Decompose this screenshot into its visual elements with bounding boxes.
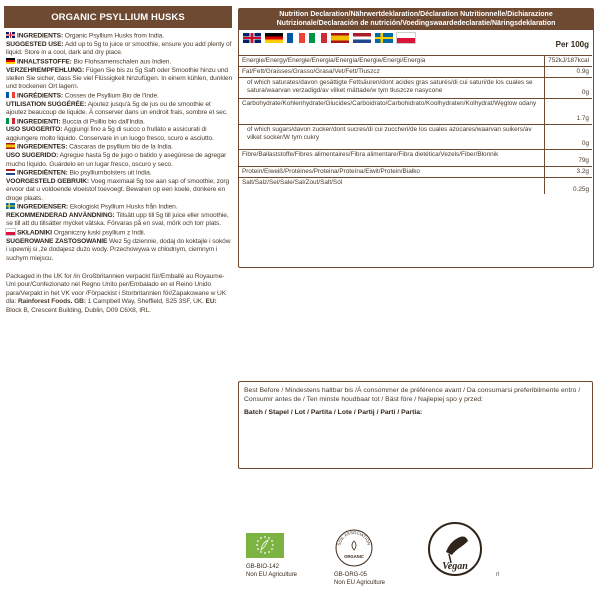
flag-se-icon <box>6 203 15 209</box>
best-before-box <box>238 381 593 469</box>
nutrition-row <box>239 56 592 67</box>
ingredient-label: SKŁADNIKI <box>17 229 52 237</box>
batch-text: Batch / Stapel / Lot / Partita / Lote / Partij / Parti / Partia: <box>244 409 423 417</box>
product-title: ORGANIC PSYLLIUM HUSKS <box>4 6 232 28</box>
nutrition-header <box>239 9 593 30</box>
ingredient-label: INHALTSSTOFFE: <box>17 58 72 66</box>
soil-sub-text: Non EU Agriculture <box>334 579 386 586</box>
ingredient-line <box>6 92 232 101</box>
ingredient-line <box>6 32 232 41</box>
soil-code-text: GB-ORG-05 <box>334 572 368 578</box>
ingredient-text: Cosses de Psyllium Bio de l'Inde. <box>64 92 159 100</box>
ingredient-text: Fügen Sie bis zu 5g Saft oder Smoothie hinzu und stellen Sie sicher, dass Sie viel Flüssigkeit hinzufügen. In einem kühlen, dunklen und trockenen Ort lagern. <box>6 66 233 91</box>
nutrient-label: Fat/Fett/Graisses/Grasso/Grasa/Vet/Fett/Tłuszcz <box>239 67 545 78</box>
nutrition-flag-se-icon <box>375 33 393 43</box>
flag-uk-icon <box>6 32 15 38</box>
ingredient-line <box>6 178 232 203</box>
flag-de-icon <box>6 58 15 64</box>
ingredient-text: Ekologiskt Psyllium Husks från Indien. <box>69 203 178 211</box>
ingredient-text: Tillsätt upp till 5g till juice eller smoothie, se till att du tillsätter mycket vätska. Förvaras på en sval, mörk och torr plats. <box>6 212 229 228</box>
ingredient-label: REKOMMENDERAD ANVÄNDNING: <box>6 212 115 220</box>
ingredient-label: VERZEHREMPFEHLUNG: <box>6 66 85 74</box>
soil-association-logo <box>334 528 374 568</box>
nutrition-header-line-1: Nutrition Declaration/Nährwertdeklaration/Déclaration Nutritionnelle/Dichiarazione <box>279 11 553 18</box>
nutrient-label: Carbohydrate/Kohlenhydrate/Glucides/Carboidrato/Carbohidrato/Koolhydraten/Kolhydrat/Węglow odany <box>239 98 545 124</box>
ingredient-line <box>6 118 232 127</box>
ingredient-line <box>6 126 232 143</box>
ingredient-label: INGREDIËNTEN: <box>17 169 68 177</box>
svg-text:SOIL ASSOCIATION <box>336 530 371 546</box>
nutrition-row <box>239 124 592 149</box>
flag-row <box>239 30 593 45</box>
nutrient-label: of which sugars/davon zucker/dont sucres/di cui zuccheri/de los cuales azúcares/waarvan suikers/av vilket socker/W tym cukry <box>239 124 545 149</box>
ingredient-label: USO SUGGERITO: <box>6 126 63 134</box>
nutrition-flag-nl-icon <box>353 33 371 43</box>
ingredient-text: Ajoutez jusqu'à 5g de jus ou de smoothie et ajoutez beaucoup de liquide. À conserver dans un endroit frais, sombre et sec. <box>6 100 228 117</box>
nutrient-label: Energie/Energy/Energie/Energia/Energia/Energie/Energi/Energia <box>239 56 545 67</box>
ingredient-text: Wez 5g dziennie, dodaj do koktajle i soków i upewnij si ,że dodajesz dużo wody. Przechowywa w chłodnym, ciemnym i suchym miejscu. <box>6 237 231 262</box>
flag-it-icon <box>6 118 15 124</box>
eu-organic-code-text: GB-BIO-142 <box>246 564 280 570</box>
ingredient-text: Aggiungi fino a 5g di succo o frullato e assicurati di aggiungere molto liquido. Conservare in un luogo fresco, scuro e asciutto. <box>6 126 214 142</box>
gb-address: 1 Campbell Way, Sheffield, S25 3SF, UK. <box>87 298 204 306</box>
flag-pl-icon <box>6 229 15 235</box>
nutrition-row <box>239 166 592 177</box>
company-name: Rainforest Foods. <box>17 298 73 306</box>
ingredient-text: Organic Psyllium Husks from India. <box>64 32 164 40</box>
ingredient-label: USO SUGERIDO: <box>6 152 59 160</box>
ingredient-line <box>6 143 232 152</box>
ingredient-line <box>6 212 232 229</box>
eu-label: EU: <box>205 298 217 306</box>
ingredient-line <box>6 67 232 92</box>
nutrition-table <box>239 55 592 194</box>
ingredient-line <box>6 169 232 178</box>
nutrient-value: 1.7g <box>545 98 592 124</box>
nutrient-label: Salt/Salz/Sel/Sale/Sal/Zout/Salt/Sól <box>239 177 545 194</box>
ingredient-label: SUGGESTED USE: <box>6 40 64 48</box>
ingredient-text: Buccia di Psillio bio dall'India. <box>62 118 145 126</box>
ingredient-text: Voeg maximaal 5g toe aan sap of smoothie, zorg ervoor dat u voldoende vloeistof toevoegt. Bewaren op een koele, donkere en droge plaats. <box>6 177 230 202</box>
nutrition-flag-fr-icon <box>287 33 305 43</box>
nutrition-flag-uk-icon <box>243 33 261 43</box>
label-text-column <box>6 32 232 315</box>
eu-organic-code <box>246 564 297 579</box>
ingredient-text: Cáscaras de psyllium bio de la India. <box>69 143 173 151</box>
ingredient-label: INGREDIENTS: <box>17 32 64 40</box>
eu-organic-leaf-icon <box>246 533 284 558</box>
ingredient-text: Agregue hasta 5g de jugo o batido y asegúrese de agregar mucho líquido. Guárdelo en un lugar fresco, oscuro y seco. <box>6 152 227 168</box>
per-100g-label: Per 100g <box>555 40 589 49</box>
nutrient-value: 0g <box>545 77 592 98</box>
nutrition-flag-pl-icon <box>397 33 415 43</box>
ingredient-label: INGREDIENTI: <box>17 118 61 126</box>
nutrient-value: 0.9g <box>545 67 592 78</box>
ingredient-text: Add up to 5g to juice or smoothie, ensure you add plenty of liquid. Store in a cool, dark and dry place. <box>6 40 232 57</box>
nutrient-value: 79g <box>545 149 592 166</box>
soil-organic-text: ORGANIC <box>344 554 364 559</box>
ingredient-label: UTILISATION SUGGÉRÉE: <box>6 100 87 108</box>
ingredient-text: Bio psylliumbolsters uit India. <box>69 169 152 177</box>
nutrient-value: 0g <box>545 124 592 149</box>
eu-address: Block B, Crescent Building, Dublin, D09 C6X8, IRL. <box>6 306 151 314</box>
nutrition-row <box>239 149 592 166</box>
nutrition-panel <box>238 8 594 268</box>
flag-fr-icon <box>6 92 15 98</box>
eu-organic-sub-text: Non EU Agriculture <box>246 571 298 578</box>
packaged-text: Packaged in the UK for /in Großbritannien verpackt für/Emballé au Royaume-Uni pour/Confezionato nel Regno Unito per/Embalado en el Reino Unido para/Verpakt in het VK voor /Förpackist i Storbritannien för/Zapakowane w UK dla: <box>6 272 226 306</box>
ingredient-label: SUGEROWANE ZASTOSOWANIE <box>6 237 108 245</box>
nutrition-header-line-2: Nutrizionale/Declaración de nutrición/Voedingswaardedeclaratie/Näringsdeklaration <box>276 19 556 27</box>
nutrient-value: 752kJ/187kcal <box>545 56 592 67</box>
nutrient-label: Fibre/Ballaststoffe/Fibres alimentaires/Fibra alimentare/Fibra dietética/Vezels/Fiber/Błonnik <box>239 149 545 166</box>
ingredient-line <box>6 41 232 58</box>
soil-ring-text: SOIL ASSOCIATION <box>336 529 372 547</box>
flag-nl-icon <box>6 169 15 175</box>
ingredient-line <box>6 101 232 118</box>
ingredient-label: INGREDIENSER: <box>17 203 69 211</box>
nutrient-value: 3.2g <box>545 166 592 177</box>
ingredient-text: Organiczny łuski psyllium z Indii. <box>53 229 146 237</box>
flag-es-icon <box>6 143 15 149</box>
nutrient-label: of which saturates/davon gesättigte Fettsäuren/dont acides gras saturés/di cui saturi/de los cuales se satura/waarvan verzadigd/av vilket mättade/w tym tłuszcze nasycone <box>239 77 545 98</box>
ingredient-text: Bio Flohsamenschalen aus Indien. <box>73 58 172 66</box>
ingredient-label: INGREDIENTES: <box>17 143 68 151</box>
best-before-text: Best Before / Mindestens haltbar bis /À consommer de préférence avant / Da consumarsi preferibilmente entro / Consumir antes de / Ten minste houdbaar tot / Bäst före / Najlepiej spo y przed: <box>244 387 581 403</box>
soil-association-code <box>334 572 385 587</box>
nutrition-row <box>239 67 592 78</box>
ingredient-line <box>6 203 232 212</box>
ingredient-label: INGRÉDIENTS: <box>17 92 64 100</box>
packaged-info <box>6 273 232 315</box>
ingredient-line <box>6 229 232 238</box>
gb-label: GB: <box>74 298 86 306</box>
ingredient-line <box>6 152 232 169</box>
registration-mark: rl <box>496 572 500 578</box>
vegan-word: Vegan <box>442 561 468 572</box>
ingredient-line <box>6 58 232 67</box>
ingredient-line <box>6 238 232 263</box>
nutrition-row <box>239 77 592 98</box>
vegan-logo <box>424 519 486 579</box>
nutrient-label: Protein/Eiweiß/Protéines/Proteina/Proteína/Eiwit/Protein/Białko <box>239 166 545 177</box>
ingredient-label: VOORGESTELD GEBRUIK: <box>6 177 89 185</box>
nutrition-row <box>239 177 592 194</box>
nutrition-row <box>239 98 592 124</box>
nutrient-value: 0.25g <box>545 177 592 194</box>
language-list <box>6 32 232 263</box>
nutrition-flag-es-icon <box>331 33 349 43</box>
nutrition-flag-de-icon <box>265 33 283 43</box>
nutrition-flag-it-icon <box>309 33 327 43</box>
